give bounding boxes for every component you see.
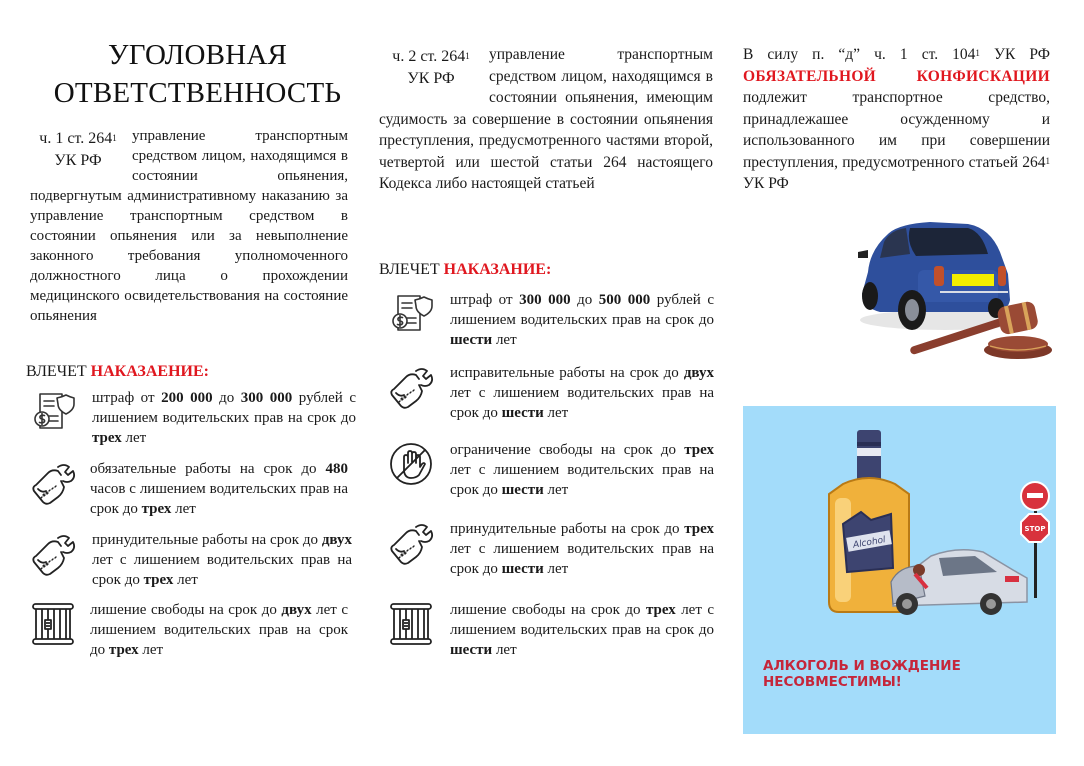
confiscation-text <box>743 44 1050 195</box>
penalty-item <box>386 290 714 350</box>
penalty-text: принудительные работы на срок до трех лет с лишением водительских прав на срок до шести лет <box>450 521 714 577</box>
no-hand-icon <box>386 440 436 488</box>
emphasis-text: двух <box>321 532 352 548</box>
prison-bars-icon <box>386 600 436 648</box>
hand-wrench-icon <box>28 530 78 578</box>
emphasis-text: шести <box>501 482 544 498</box>
prison-bars-icon <box>28 600 78 648</box>
confiscation-highlight: ОБЯЗАТЕЛЬНОЙ КОНФИСКАЦИИ <box>743 67 1050 85</box>
penalty-text: штраф от 300 000 до 500 000 рублей с лишением водительских прав на срок до шести лет <box>450 292 714 348</box>
poster-caption-line-2: НЕСОВМЕСТИМЫ! <box>763 674 902 690</box>
emphasis-text: шести <box>501 561 544 577</box>
emphasis-text: 300 000 <box>519 292 571 308</box>
emphasis-text: трех <box>645 602 676 618</box>
emphasis-text: трех <box>108 642 139 658</box>
penalty-text: исправительные работы на срок до двух лет с лишением водительских прав на срок до шести лет <box>450 365 714 421</box>
article-1-part: ч. 1 ст. 264 <box>39 130 113 147</box>
penalty-item <box>386 363 714 423</box>
bottle-label-text: Alcohol <box>852 535 887 551</box>
confiscation-body-end: УК РФ <box>743 175 789 192</box>
emphasis-text: шести <box>450 642 493 658</box>
article-2-block <box>379 44 713 195</box>
penalty-text: лишение свободы на срок до двух лет с лишением водительских прав на срок до трех лет <box>90 602 348 658</box>
poster-caption-line-1: АЛКОГОЛЬ И ВОЖДЕНИЕ <box>763 658 961 674</box>
poster-caption <box>763 658 961 690</box>
penalty-text: ограничение свободы на срок до трех лет с лишением водительских прав на срок до шести лет <box>450 442 714 498</box>
penalty-heading-prefix: ВЛЕЧЕТ <box>379 261 444 278</box>
penalty-item <box>28 600 348 660</box>
penalty-item <box>28 388 356 448</box>
hand-wrench-icon <box>386 363 436 411</box>
emphasis-text: 200 000 <box>161 390 213 406</box>
penalty-heading-prefix: ВЛЕЧЕТ <box>26 363 91 380</box>
penalty-text: обязательные работы на срок до 480 часов с лишением водительских прав на срок до трех лет <box>90 461 348 517</box>
penalty-item <box>386 440 714 500</box>
emphasis-text: трех <box>684 442 714 458</box>
penalty-item <box>386 600 714 660</box>
penalty-heading-highlight: НАКАЗАНИЕ: <box>443 261 552 278</box>
no-entry-sign <box>1027 493 1043 498</box>
article-2-reference <box>379 46 483 90</box>
hand-wrench-icon <box>386 519 436 567</box>
penalty-heading-1 <box>26 362 209 382</box>
stop-sign-text: STOP <box>1024 525 1046 533</box>
alcohol-bottle-crashed-car-illustration <box>743 406 1056 646</box>
penalty-text: штраф от 200 000 до 300 000 рублей с лишением водительских прав на срок до трех лет <box>92 390 356 446</box>
license-plate <box>952 274 994 286</box>
penalty-item <box>28 530 352 590</box>
emphasis-text: 500 000 <box>598 292 651 308</box>
confiscation-intro-sup: 1 <box>975 48 980 58</box>
penalty-item <box>386 519 714 579</box>
fine-document-icon <box>386 290 436 338</box>
title-line-2: ОТВЕТСТВЕННОСТЬ <box>53 77 342 109</box>
article-1-text: управление транспортным средством лицом, находящимся в состоянии опьянения, подвергнутым административному наказанию за управление транспортным средством в состоянии опьянения или за невыполнение законного требования уполномоченного должностного лица о прохождении медицинского освидетельствования на состояние опьянения <box>30 128 348 324</box>
emphasis-text: 300 000 <box>240 390 293 406</box>
confiscation-body: подлежит транспортное средство, принадлежашее осужденному и использованного им при совершении преступления, предусмотренного статьей 264 <box>743 89 1050 171</box>
title-line-1: УГОЛОВНАЯ <box>107 39 288 71</box>
emphasis-text: трех <box>143 572 174 588</box>
article-1-sup: 1 <box>112 133 117 143</box>
penalty-item <box>28 459 348 519</box>
penalty-text: лишение свободы на срок до трех лет с лишением водительских прав на срок до шести лет <box>450 602 714 658</box>
emphasis-text: трех <box>92 430 122 446</box>
alcohol-driving-poster <box>743 406 1056 734</box>
article-2-sup: 1 <box>465 51 470 61</box>
article-1-block <box>30 126 348 326</box>
car-and-gavel-illustration <box>850 212 1055 362</box>
emphasis-text: трех <box>684 521 714 537</box>
confiscation-intro: В силу п. “д” ч. 1 ст. 104 <box>743 46 976 63</box>
page-title <box>30 36 365 112</box>
emphasis-text: трех <box>141 501 172 517</box>
penalty-heading-highlight: НАКАЗАЕНИЕ: <box>90 363 209 380</box>
emphasis-text: двух <box>281 602 312 618</box>
penalty-text: принудительные работы на срок до двух лет с лишением водительских прав на срок до трех лет <box>92 532 352 588</box>
article-2-text: управление транспортным средством лицом, находящимся в состоянии опьянения, имеющим судимость за совершение в состоянии опьянения преступления, предусмотренного частями второй, четвертой или шестой статьи 264 настоящего Кодекса либо настоящей статьей <box>379 46 713 192</box>
crashed-car <box>891 550 1027 615</box>
emphasis-text: шести <box>450 332 493 348</box>
emphasis-text: двух <box>683 365 714 381</box>
hand-wrench-icon <box>28 459 78 507</box>
emphasis-text: шести <box>501 405 544 421</box>
article-2-code: УК РФ <box>407 70 455 87</box>
article-1-code: УК РФ <box>54 152 102 169</box>
article-1-reference <box>30 128 126 172</box>
fine-document-icon <box>28 388 78 436</box>
penalty-heading-2 <box>379 260 551 280</box>
emphasis-text: 480 <box>325 461 348 477</box>
confiscation-intro-code: УК РФ <box>979 46 1050 63</box>
article-2-part: ч. 2 ст. 264 <box>392 48 466 65</box>
confiscation-body-sup: 1 <box>1045 155 1050 166</box>
